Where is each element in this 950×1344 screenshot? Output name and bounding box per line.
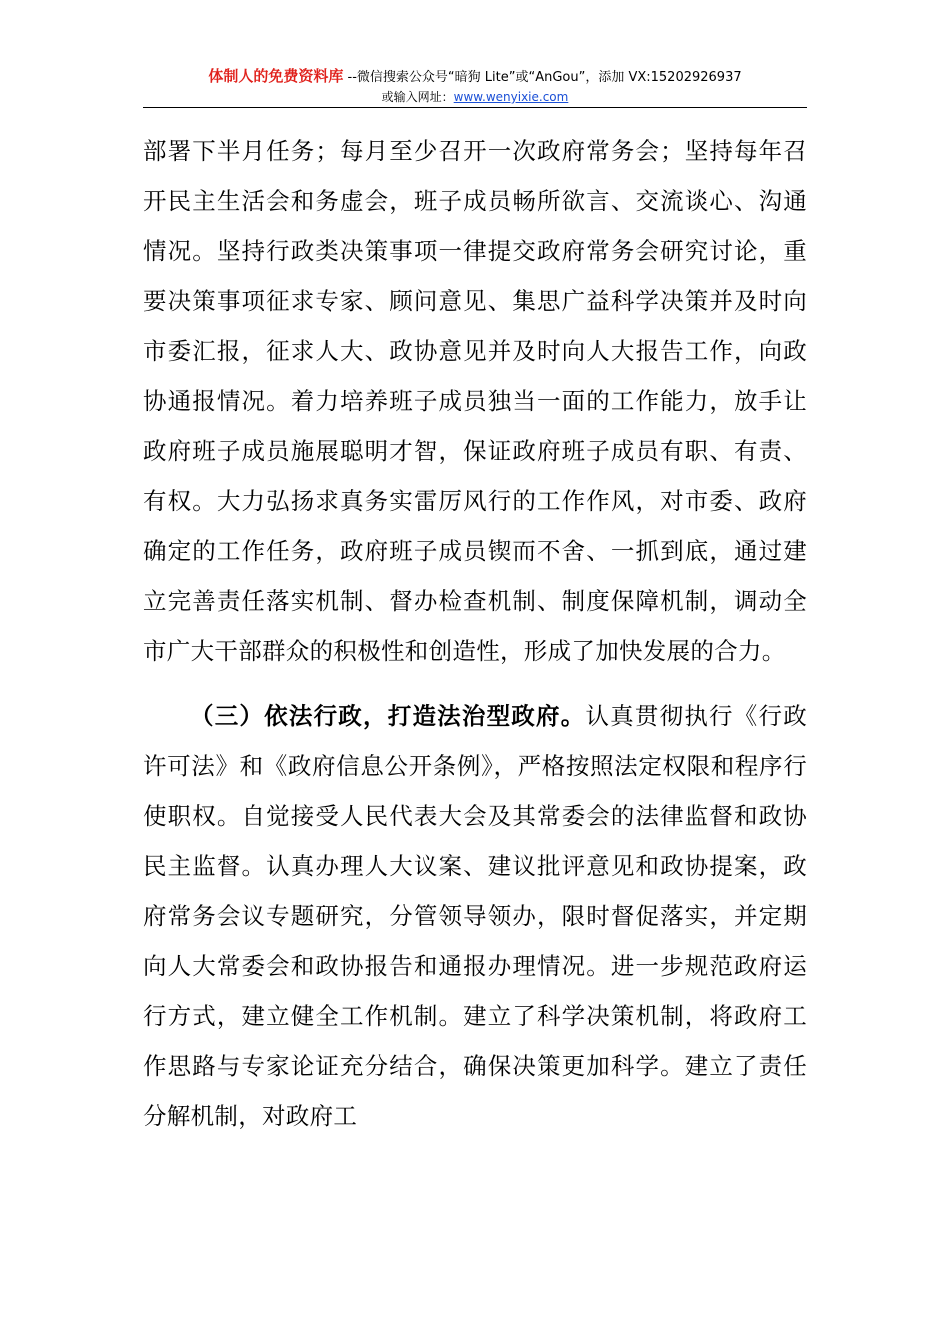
document-body <box>143 126 807 1141</box>
website-link[interactable]: www.wenyixie.com <box>453 90 569 104</box>
header-contact-info: --微信搜索公众号“暗狗 Lite”或“AnGou”，添加 VX:15202926937 <box>343 70 742 85</box>
body-paragraph-1: 部署下半月任务；每月至少召开一次政府常务会；坚持每年召开民主生活会和务虚会，班子成员畅所欲言、交流谈心、沟通情况。坚持行政类决策事项一律提交政府常务会研究讨论，重要决策事项征求专家、顾问意见、集思广益科学决策并及时向市委汇报，征求人大、政协意见并及时向人大报告工作，向政协通报情况。着力培养班子成员独当一面的工作能力，放手让政府班子成员施展聪明才智，保证政府班子成员有职、有责、有权。大力弘扬求真务实雷厉风行的工作作风，对市委、政府确定的工作任务，政府班子成员锲而不舍、一抓到底，通过建立完善责任落实机制、督办检查机制、制度保障机制，调动全市广大干部群众的积极性和创造性，形成了加快发展的合力。 <box>143 137 807 665</box>
section-3-text: 认真贯彻执行《行政许可法》和《政府信息公开条例》，严格按照法定权限和程序行使职权。自觉接受人民代表大会及其常委会的法律监督和政协民主监督。认真办理人大议案、建议批评意见和政协提案，政府常务会议专题研究，分管领导领办，限时督促落实，并定期向人大常委会和政协报告和通报办理情况。进一步规范政府运行方式，建立健全工作机制。建立了科学决策机制，将政府工作思路与专家论证充分结合，确保决策更加科学。建立了责任分解机制，对政府工 <box>143 702 807 1130</box>
brand-title: 体制人的免费资料库 <box>208 67 344 85</box>
page-header <box>143 66 807 106</box>
header-line-1 <box>143 66 807 88</box>
header-divider <box>143 107 807 108</box>
header-line-2 <box>143 88 807 106</box>
section-heading: （三）依法行政，打造法治型政府。 <box>190 702 586 730</box>
url-label: 或输入网址： <box>381 90 454 104</box>
body-paragraph-section-3 <box>143 691 807 1141</box>
